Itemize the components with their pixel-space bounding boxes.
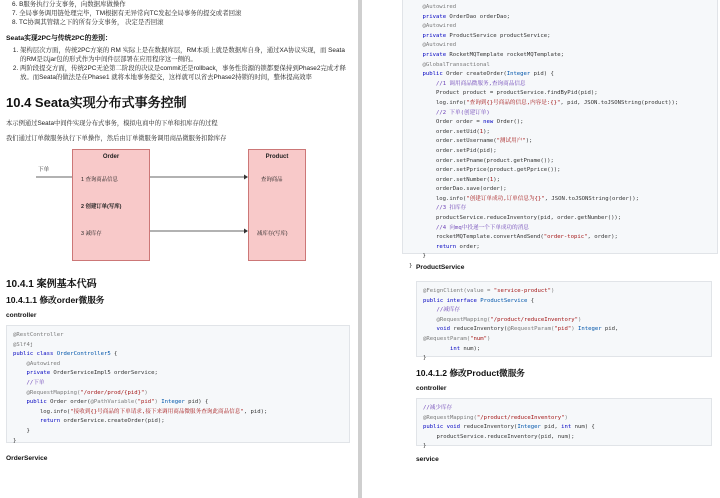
product-box (248, 149, 306, 261)
order-box (72, 149, 150, 261)
steps-list-top (6, 0, 350, 27)
step-item: 7. 全局事务调用链处理完毕，TM根据有无异常向TC发起全局事务的提交或者回滚 (12, 10, 242, 17)
product-step-2: 减库存(写库) (257, 231, 288, 237)
subsubsection-title: 10.4.1.1 修改order微服务 (6, 295, 105, 305)
product-service-label: ProductService (416, 264, 465, 271)
controller-label: controller (6, 312, 37, 319)
entry-label: 下单 (38, 167, 50, 173)
compare-item: 2. 两阶段提交方面，传统2PC无论第二阶段的决议是commit还是rollback，事务性资源的锁都要保持到Phase2完成才释放。而Seata的做法是在Phase1 就将本地事务提交，这样就可以省去Phase2持锁的时间，整体提高效率 (20, 64, 350, 82)
product-service-code: @FeignClient(value = "service-product") public interface ProductService { //减库存 @RequestMapping("/product/reduceInventory") void reduceInventory(@RequestParam("pid") Integer pid, @RequestParam("num") int num); } (416, 281, 712, 357)
step-item: 6. B服务执行分支事务，向数据库做操作 (12, 1, 126, 8)
product-controller-code: //减少库存 @RequestMapping("/product/reduceInventory") public void reduceInventory(Integer pid, int num) { productService.reduceInventory(pid, num); } (416, 398, 712, 446)
order-service-label: OrderService (6, 455, 48, 462)
compare-list (6, 46, 350, 82)
product-title: Product (265, 154, 289, 160)
order-step-1: 1 查询商品信息 (81, 177, 118, 183)
section-paragraph: 我们通过订单微服务执行下单操作，然后由订单微服务调用商品微服务扣除库存 (6, 134, 227, 142)
compare-title: Seata实现2PC与传统2PC的差别： (6, 35, 112, 42)
left-page (0, 0, 358, 498)
section-title: 10.4 Seata实现分布式事务控制 (6, 95, 187, 110)
order-controller-code: @RestController @Slf4j public class OrderController5 { @Autowired private OrderServiceImpl5 orderService; //下单 @RequestMapping("/order/prod/{pid}") public Order order(@PathVariable("pid") Integer pid) { log.info("接收到{}号商品的下单请求,接下来调用商品微服务查询此商品信息", pid); return orderService.createOrder(pid); } } (6, 325, 350, 443)
right-page (362, 0, 720, 498)
order-service-code: @Autowired private OrderDao orderDao; @Autowired private ProductService productService; @Autowired private RocketMQTemplate rocketMQTemplate; @GlobalTransactional public Order createOrder(Integer pid) { //1 调用商品微服务,查询商品信息 Product product = productService.findByPid(pid); log.info("查询到{}号商品的信息,内容是:{}", pid, JSON.toJSONString(product)); //2 下单(创建订单) Order order = new Order(); order.setUid(1); order.setUsername("测试用户"); order.setPid(pid); order.setPname(product.getPname()); order.setPprice(product.getPprice()); order.setNumber(1); orderDao.save(order); log.info("创建订单成功,订单信息为{}", JSON.toJSONString(order)); //3 扣库存 productService.reduceInventory(pid, order.getNumber()); //4 向mq中投递一个下单成功的消息 rocketMQTemplate.convertAndSend("order-topic", order); return order; } } (402, 0, 718, 254)
compare-item: 1. 架构层次方面，传统2PC方案的 RM 实际上是在数据库层，RM本质上就是数据库自身，通过XA协议实现，而 Seata的RM是以jar包的形式作为中间件层部署在应用程序这一侧的。 (20, 46, 350, 64)
step-item: 8. TC协调其管辖之下的所有分支事务， 决定是否回滚 (12, 19, 164, 26)
product-step-1: 查询商品 (261, 177, 283, 183)
section-paragraph: 本示例通过Seata中间件实现分布式事务，模拟电商中的下单和扣库存的过程 (6, 120, 218, 127)
product-subsection-title: 10.4.1.2 修改Product微服务 (416, 368, 525, 378)
order-title: Order (102, 154, 120, 160)
architecture-diagram (16, 149, 306, 269)
order-step-3: 3 减库存 (81, 231, 102, 237)
product-service-impl-label: service (416, 456, 439, 463)
product-controller-label: controller (416, 385, 447, 392)
subsection-title: 10.4.1 案例基本代码 (6, 279, 97, 290)
order-step-2: 2 创建订单(写库) (81, 204, 122, 210)
